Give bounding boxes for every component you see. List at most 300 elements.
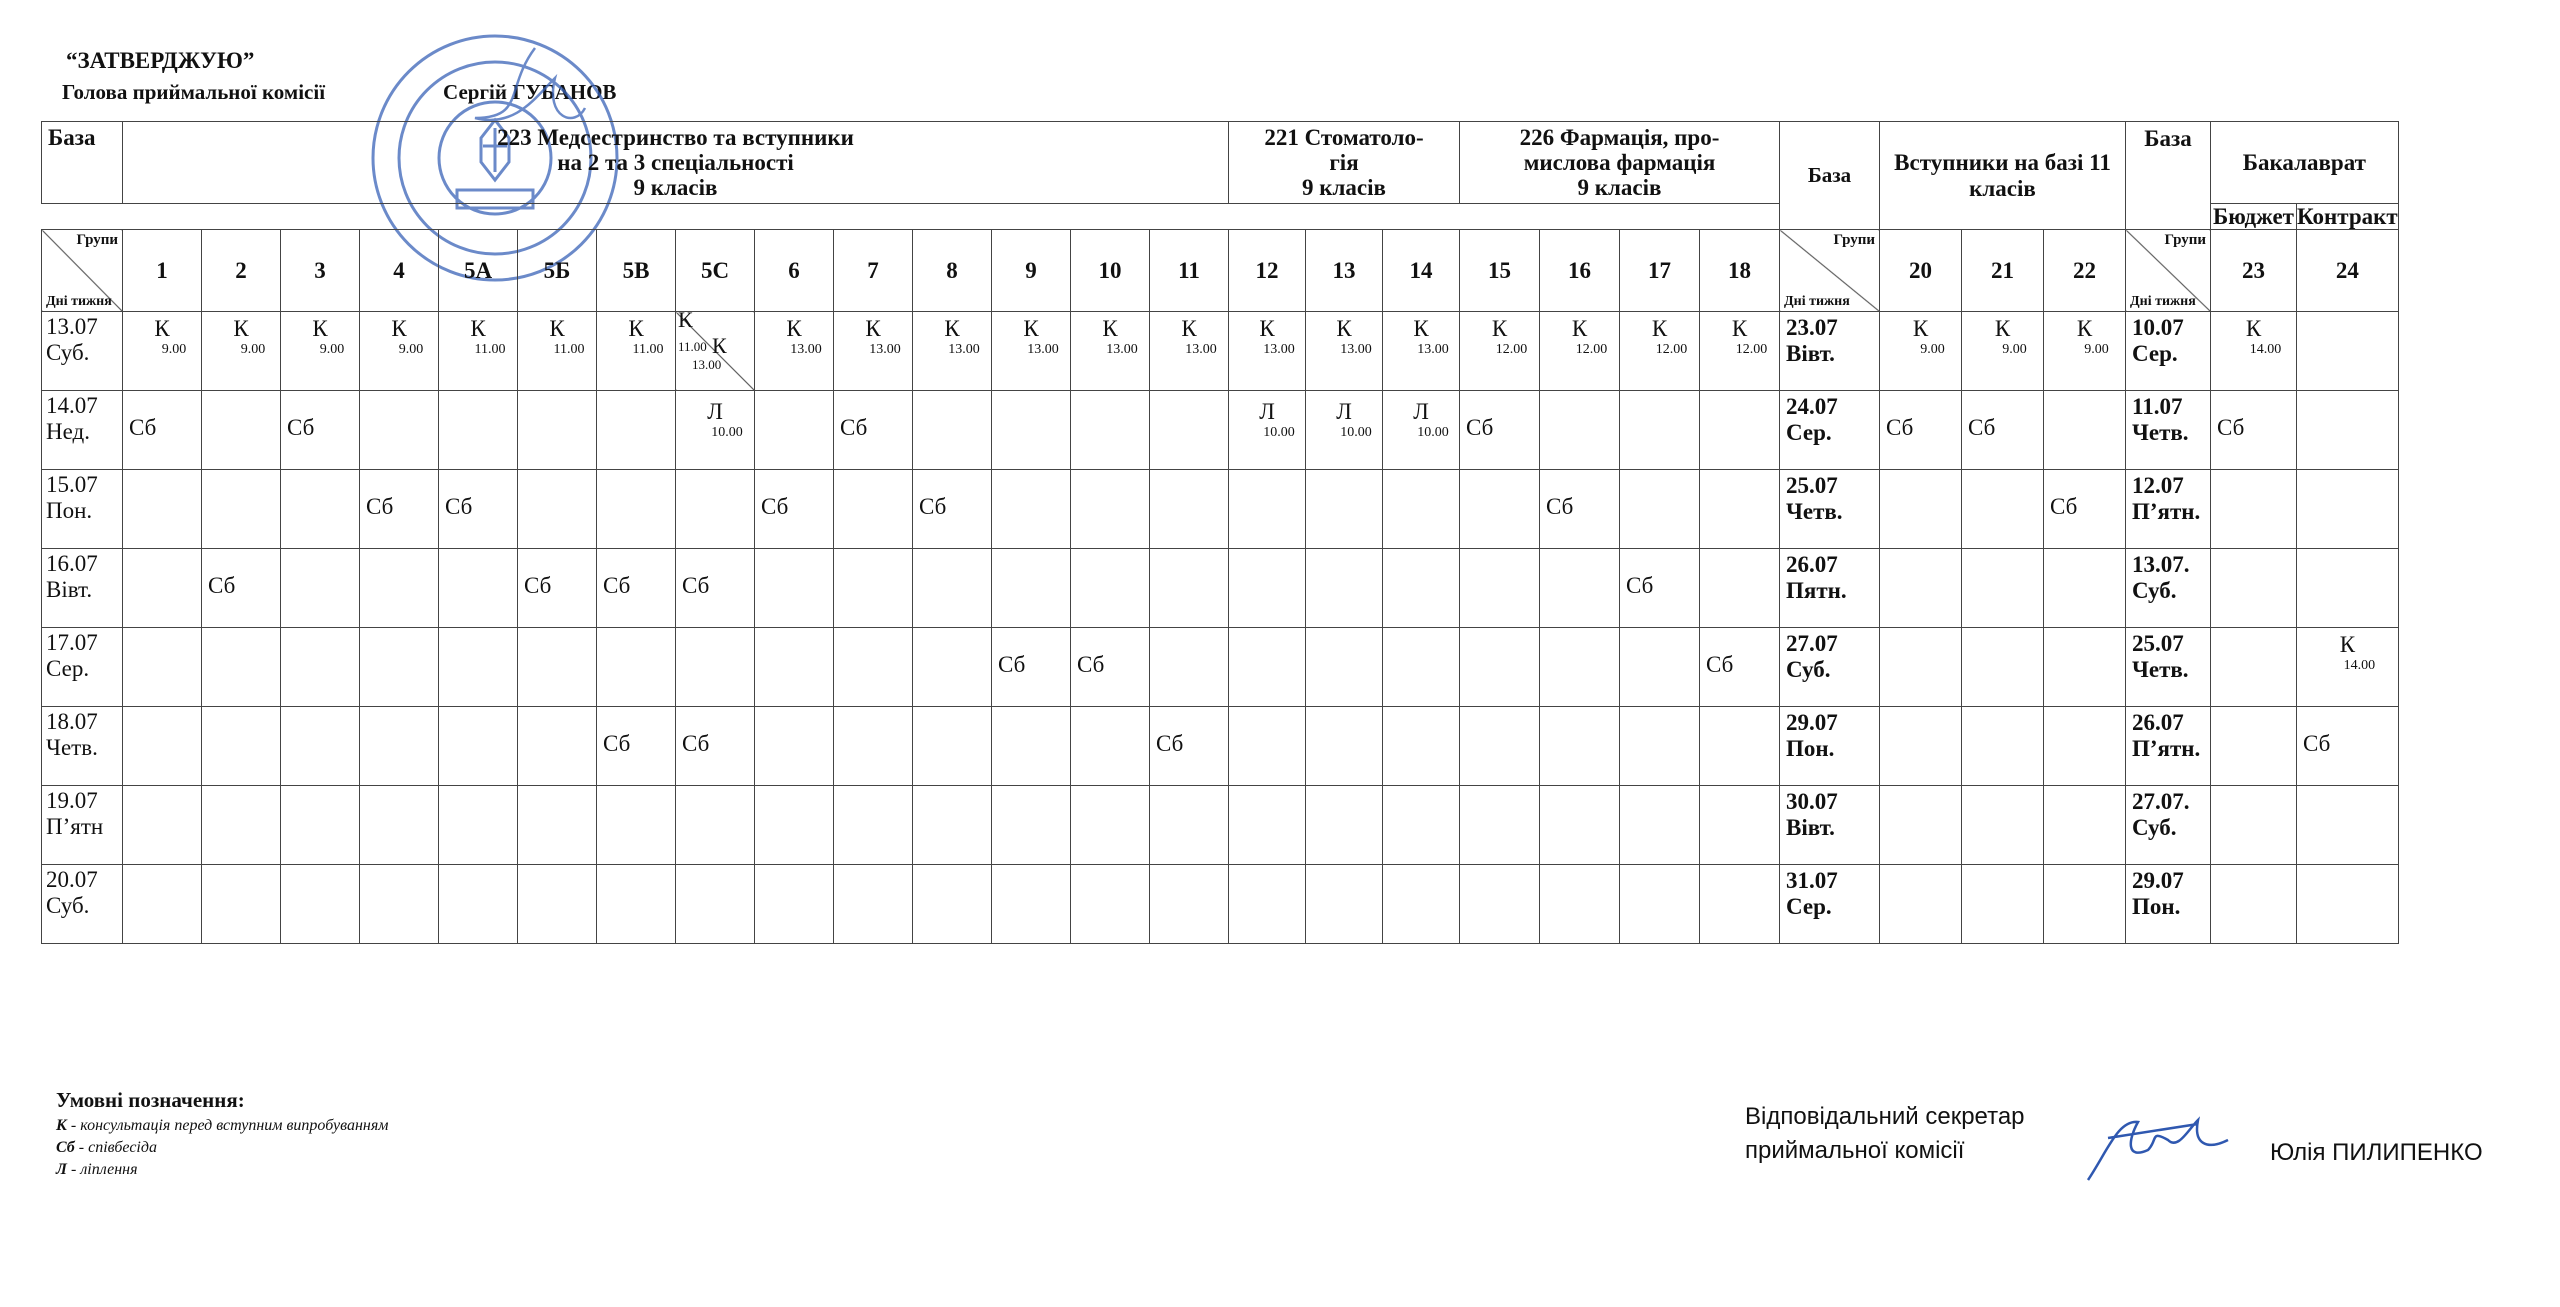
schedule-cell <box>1306 865 1383 944</box>
schedule-cell <box>1306 391 1383 470</box>
schedule-cell <box>1540 312 1620 391</box>
event-code: Сб <box>998 652 1026 678</box>
schedule-cell <box>1460 707 1540 786</box>
day-cell-right: 12.07 П’ятн. <box>2126 470 2211 549</box>
schedule-cell-split: К 11.00 К 13.00 <box>676 312 755 391</box>
event-code: К <box>1023 316 1039 342</box>
schedule-table <box>41 121 2399 944</box>
group-header: 5А <box>439 230 518 312</box>
day-cell-left: 16.07 Вівт. <box>42 549 123 628</box>
group-header: 24 <box>2297 230 2399 312</box>
schedule-cell <box>1962 391 2044 470</box>
legend-item-k: К - консультація перед вступним випробуванням <box>56 1117 389 1134</box>
schedule-cell <box>1383 628 1460 707</box>
event-code: Сб <box>603 573 631 599</box>
schedule-cell <box>992 470 1071 549</box>
schedule-cell <box>1229 628 1306 707</box>
schedule-cell <box>913 865 992 944</box>
schedule-cell <box>676 865 755 944</box>
event-code: К <box>2245 316 2262 342</box>
event-code: К <box>470 316 486 342</box>
schedule-cell <box>1962 628 2044 707</box>
schedule-cell <box>1880 707 1962 786</box>
schedule-cell <box>202 312 281 391</box>
schedule-cell <box>1150 470 1229 549</box>
schedule-cell <box>1880 786 1962 865</box>
header-specialty-226: 226 Фармація, про- мислова фармація 9 класів <box>1460 122 1780 204</box>
group-header: 11 <box>1150 230 1229 312</box>
schedule-cell <box>1229 549 1306 628</box>
event-time: 9.00 <box>398 341 424 357</box>
schedule-cell <box>360 865 439 944</box>
event-code: Сб <box>682 731 710 757</box>
schedule-cell <box>1880 628 1962 707</box>
group-header: 6 <box>755 230 834 312</box>
header-baza-right: База <box>2126 122 2211 230</box>
event-code: Л <box>1259 399 1275 425</box>
schedule-cell <box>518 865 597 944</box>
schedule-cell <box>913 628 992 707</box>
schedule-cell <box>1620 312 1700 391</box>
day-cell-mid: 26.07 Пятн. <box>1780 549 1880 628</box>
event-time: 9.00 <box>2002 341 2027 357</box>
event-time: 13.00 <box>869 341 901 357</box>
event-code: К <box>1181 316 1197 342</box>
header-bachelor: Бакалаврат <box>2211 122 2399 204</box>
schedule-cell <box>2297 391 2399 470</box>
schedule-cell <box>1962 470 2044 549</box>
day-cell-mid: 24.07 Сер. <box>1780 391 1880 470</box>
event-code: Сб <box>1886 415 1914 441</box>
header-entrants-11: Вступники на базі 11 класів <box>1880 122 2126 230</box>
schedule-cell <box>360 312 439 391</box>
day-cell-left: 14.07 Нед. <box>42 391 123 470</box>
schedule-cell <box>123 312 202 391</box>
schedule-cell <box>597 707 676 786</box>
event-code: К <box>1491 316 1508 342</box>
schedule-cell <box>2211 549 2297 628</box>
approver-name: Сергій ГУБАНОВ <box>443 80 617 104</box>
day-cell-right: 10.07 Сер. <box>2126 312 2211 391</box>
schedule-cell <box>2211 786 2297 865</box>
schedule-cell <box>2211 312 2297 391</box>
legend <box>56 1088 389 1179</box>
schedule-cell <box>597 549 676 628</box>
event-code: Сб <box>2050 494 2078 520</box>
header-specialty-221: 221 Стоматоло- гія 9 класів <box>1229 122 1460 204</box>
event-code: К <box>1102 316 1118 342</box>
group-header: 16 <box>1540 230 1620 312</box>
schedule-cell <box>1383 707 1460 786</box>
table-row <box>42 549 2399 628</box>
schedule-cell <box>1460 865 1540 944</box>
schedule-cell <box>1460 470 1540 549</box>
group-header: 23 <box>2211 230 2297 312</box>
table-row <box>42 312 2399 391</box>
event-code: Сб <box>1466 415 1494 441</box>
schedule-cell <box>202 786 281 865</box>
event-time: 11.00 <box>553 341 585 357</box>
schedule-cell <box>1880 549 1962 628</box>
group-header: 21 <box>1962 230 2044 312</box>
schedule-cell <box>1383 786 1460 865</box>
event-code: К <box>1413 316 1429 342</box>
schedule-cell <box>1460 312 1540 391</box>
schedule-cell <box>1383 470 1460 549</box>
schedule-cell <box>2044 549 2126 628</box>
schedule-cell <box>1880 865 1962 944</box>
schedule-cell <box>597 470 676 549</box>
schedule-cell <box>202 549 281 628</box>
schedule-cell <box>1620 707 1700 786</box>
header-specialty-223: 223 Медсестринство та вступники на 2 та 3 спеціальності 9 класів <box>123 122 1229 204</box>
schedule-cell <box>1700 628 1780 707</box>
group-header: 17 <box>1620 230 1700 312</box>
schedule-cell <box>1071 707 1150 786</box>
schedule-cell <box>755 391 834 470</box>
schedule-cell <box>1150 549 1229 628</box>
schedule-cell <box>1383 865 1460 944</box>
schedule-cell <box>1383 549 1460 628</box>
schedule-cell <box>2297 549 2399 628</box>
schedule-cell <box>2297 865 2399 944</box>
schedule-cell <box>834 707 913 786</box>
schedule-cell <box>834 628 913 707</box>
schedule-cell <box>360 549 439 628</box>
schedule-cell <box>123 628 202 707</box>
schedule-cell <box>2297 312 2399 391</box>
event-time: 9.00 <box>1920 341 1945 357</box>
schedule-cell <box>281 786 360 865</box>
schedule-cell <box>1229 865 1306 944</box>
schedule-cell <box>2211 865 2297 944</box>
header-budget: Бюджет <box>2211 204 2297 230</box>
schedule-cell <box>755 312 834 391</box>
event-time: 13.00 <box>948 341 980 357</box>
group-header: 20 <box>1880 230 1962 312</box>
schedule-cell <box>518 470 597 549</box>
schedule-cell <box>439 549 518 628</box>
schedule-cell <box>834 470 913 549</box>
schedule-cell <box>1229 391 1306 470</box>
schedule-cell <box>1700 391 1780 470</box>
approval-heading: “ЗАТВЕРДЖУЮ” <box>66 48 255 73</box>
group-header: 7 <box>834 230 913 312</box>
schedule-cell <box>1071 391 1150 470</box>
event-code: Сб <box>682 573 710 599</box>
schedule-cell <box>834 865 913 944</box>
event-code: Сб <box>1546 494 1574 520</box>
table-row <box>42 707 2399 786</box>
event-time: 14.00 <box>2343 657 2376 673</box>
schedule-cell <box>281 470 360 549</box>
schedule-cell <box>1540 707 1620 786</box>
header-baza-left: База <box>42 122 123 204</box>
schedule-cell <box>1306 628 1383 707</box>
schedule-cell <box>2211 391 2297 470</box>
schedule-cell <box>281 549 360 628</box>
group-header: 1 <box>123 230 202 312</box>
schedule-cell <box>1880 391 1962 470</box>
day-cell-mid: 31.07 Сер. <box>1780 865 1880 944</box>
event-code: Сб <box>445 494 473 520</box>
event-time: 13.00 <box>1185 341 1217 357</box>
schedule-cell <box>360 786 439 865</box>
schedule-cell <box>123 786 202 865</box>
schedule-cell <box>2297 470 2399 549</box>
corner-cell-mid: Групи Дні тижня <box>1780 230 1880 312</box>
group-header: 4 <box>360 230 439 312</box>
event-code: Л <box>1413 399 1429 425</box>
group-header: 13 <box>1306 230 1383 312</box>
schedule-cell <box>360 470 439 549</box>
event-code: К <box>865 316 881 342</box>
schedule-cell <box>1460 391 1540 470</box>
schedule-cell <box>676 786 755 865</box>
day-cell-mid: 29.07 Пон. <box>1780 707 1880 786</box>
group-header: 18 <box>1700 230 1780 312</box>
schedule-cell <box>439 470 518 549</box>
schedule-cell <box>1306 549 1383 628</box>
schedule-cell <box>913 786 992 865</box>
schedule-cell <box>597 391 676 470</box>
schedule-cell <box>676 391 755 470</box>
schedule-cell <box>439 707 518 786</box>
event-code: К <box>312 316 328 342</box>
schedule-cell <box>1540 786 1620 865</box>
day-cell-left: 15.07 Пон. <box>42 470 123 549</box>
schedule-cell <box>439 786 518 865</box>
schedule-cell <box>1150 628 1229 707</box>
event-time: 13.00 <box>790 341 822 357</box>
day-cell-right: 26.07 П’ятн. <box>2126 707 2211 786</box>
schedule-cell <box>597 865 676 944</box>
event-code: Сб <box>1156 731 1184 757</box>
group-header: 9 <box>992 230 1071 312</box>
event-time: 12.00 <box>1575 341 1608 357</box>
header-contract: Контракт <box>2297 204 2398 229</box>
schedule-cell <box>518 628 597 707</box>
legend-title: Умовні позначення: <box>56 1088 245 1112</box>
day-cell-right: 29.07 Пон. <box>2126 865 2211 944</box>
schedule-cell <box>123 549 202 628</box>
event-time: 13.00 <box>1263 341 1295 357</box>
event-code: К <box>628 316 644 342</box>
schedule-cell <box>1962 865 2044 944</box>
corner-cell-left: Групи Дні тижня <box>42 230 123 312</box>
event-code: К <box>154 316 170 342</box>
schedule-cell <box>518 312 597 391</box>
schedule-cell <box>1620 786 1700 865</box>
group-header: 12 <box>1229 230 1306 312</box>
schedule-cell <box>676 549 755 628</box>
schedule-cell <box>834 312 913 391</box>
schedule-cell <box>360 628 439 707</box>
schedule-cell <box>2211 707 2297 786</box>
legend-item-l: Л - ліплення <box>56 1161 138 1178</box>
schedule-cell <box>518 391 597 470</box>
schedule-cell <box>1460 549 1540 628</box>
schedule-cell <box>913 470 992 549</box>
group-header: 10 <box>1071 230 1150 312</box>
schedule-cell <box>439 865 518 944</box>
schedule-cell <box>281 707 360 786</box>
day-cell-left: 17.07 Сер. <box>42 628 123 707</box>
event-code: Сб <box>129 415 157 441</box>
schedule-cell <box>439 391 518 470</box>
event-code: Сб <box>840 415 868 441</box>
schedule-cell <box>676 470 755 549</box>
group-header: 5Б <box>518 230 597 312</box>
event-code: Сб <box>1077 652 1105 678</box>
schedule-cell <box>2044 470 2126 549</box>
event-code: К <box>1651 316 1668 342</box>
schedule-cell <box>439 628 518 707</box>
event-code: К <box>944 316 960 342</box>
group-header: 14 <box>1383 230 1460 312</box>
group-header: 8 <box>913 230 992 312</box>
event-time: 9.00 <box>2084 341 2109 357</box>
schedule-cell <box>1306 312 1383 391</box>
schedule-cell <box>755 628 834 707</box>
schedule-cell <box>1540 628 1620 707</box>
event-code: К <box>1336 316 1352 342</box>
schedule-cell <box>2211 470 2297 549</box>
schedule-cell <box>2211 628 2297 707</box>
schedule-cell <box>1962 549 2044 628</box>
event-code: Л <box>1336 399 1352 425</box>
event-time: 11.00 <box>474 341 506 357</box>
event-code: Сб <box>366 494 394 520</box>
group-header: 22 <box>2044 230 2126 312</box>
schedule-cell <box>1540 391 1620 470</box>
schedule-cell <box>518 786 597 865</box>
event-code: К <box>1912 316 1929 342</box>
schedule-cell <box>1150 865 1229 944</box>
secretary-name: Юлія ПИЛИПЕНКО <box>2270 1139 2483 1166</box>
day-cell-right: 11.07 Четв. <box>2126 391 2211 470</box>
schedule-cell <box>1071 865 1150 944</box>
schedule-cell <box>123 470 202 549</box>
day-cell-right: 25.07 Четв. <box>2126 628 2211 707</box>
event-code: Сб <box>919 494 947 520</box>
schedule-cell <box>2044 391 2126 470</box>
event-time: 10.00 <box>1340 424 1372 440</box>
event-code: Сб <box>524 573 552 599</box>
schedule-cell <box>1383 312 1460 391</box>
corner-cell-right: Групи Дні тижня <box>2126 230 2211 312</box>
schedule-cell <box>1306 470 1383 549</box>
event-time: 9.00 <box>161 341 187 357</box>
group-header: 2 <box>202 230 281 312</box>
event-code: Сб <box>287 415 315 441</box>
schedule-cell <box>1229 707 1306 786</box>
schedule-cell <box>1383 391 1460 470</box>
schedule-cell <box>597 312 676 391</box>
schedule-cell <box>281 628 360 707</box>
table-row <box>42 470 2399 549</box>
schedule-cell <box>2297 786 2399 865</box>
event-code: К <box>391 316 407 342</box>
schedule-cell <box>518 707 597 786</box>
event-time: 12.00 <box>1655 341 1688 357</box>
schedule-cell <box>281 312 360 391</box>
day-cell-mid: 27.07 Суб. <box>1780 628 1880 707</box>
schedule-cell <box>992 628 1071 707</box>
schedule-cell <box>1962 312 2044 391</box>
schedule-cell <box>123 391 202 470</box>
schedule-cell <box>834 786 913 865</box>
secretary-title-line1: Відповідальний секретар <box>1745 1103 2025 1130</box>
approver-position: Голова приймальної комісії <box>62 80 326 104</box>
schedule-cell <box>1540 865 1620 944</box>
event-code: К <box>1994 316 2011 342</box>
schedule-cell <box>1620 628 1700 707</box>
schedule-cell <box>597 628 676 707</box>
schedule-cell <box>2044 786 2126 865</box>
schedule-cell <box>755 470 834 549</box>
table-row <box>42 391 2399 470</box>
schedule-cell <box>1540 470 1620 549</box>
table-row <box>42 628 2399 707</box>
schedule-cell <box>1306 786 1383 865</box>
schedule-cell <box>597 786 676 865</box>
signature-block <box>1745 1100 2483 1167</box>
schedule-cell <box>2297 707 2399 786</box>
event-time: 10.00 <box>711 424 743 440</box>
table-row <box>42 865 2399 944</box>
schedule-cell <box>992 865 1071 944</box>
event-time: 9.00 <box>319 341 345 357</box>
schedule-cell <box>1460 786 1540 865</box>
event-time: 11.00 <box>632 341 664 357</box>
schedule-cell <box>1700 707 1780 786</box>
event-code: К <box>549 316 565 342</box>
event-time: 9.00 <box>240 341 266 357</box>
secretary-title-line2: приймальної комісії <box>1745 1136 1965 1164</box>
event-code: К <box>2076 316 2093 342</box>
event-code: К <box>786 316 802 342</box>
schedule-cell <box>1229 786 1306 865</box>
schedule-cell <box>913 549 992 628</box>
event-time: 13.00 <box>1340 341 1372 357</box>
schedule-cell <box>1071 312 1150 391</box>
day-cell-mid: 23.07 Вівт. <box>1780 312 1880 391</box>
event-code: К <box>1259 316 1275 342</box>
schedule-cell <box>1150 707 1229 786</box>
group-header: 5С <box>676 230 755 312</box>
schedule-cell <box>1071 786 1150 865</box>
day-cell-left: 18.07 Четв. <box>42 707 123 786</box>
schedule-cell <box>1620 549 1700 628</box>
event-time: 13.00 <box>1417 341 1449 357</box>
event-code: К <box>2339 632 2356 658</box>
schedule-cell <box>1962 786 2044 865</box>
schedule-cell <box>755 865 834 944</box>
schedule-cell <box>1880 312 1962 391</box>
schedule-cell <box>2044 312 2126 391</box>
event-code: К <box>1731 316 1748 342</box>
schedule-cell <box>834 549 913 628</box>
schedule-cell <box>1700 312 1780 391</box>
event-code: К <box>233 316 249 342</box>
schedule-cell <box>1700 865 1780 944</box>
event-code: Сб <box>761 494 789 520</box>
schedule-cell <box>123 865 202 944</box>
schedule-cell <box>360 391 439 470</box>
event-time: 12.00 <box>1735 341 1768 357</box>
day-cell-right: 13.07. Суб. <box>2126 549 2211 628</box>
